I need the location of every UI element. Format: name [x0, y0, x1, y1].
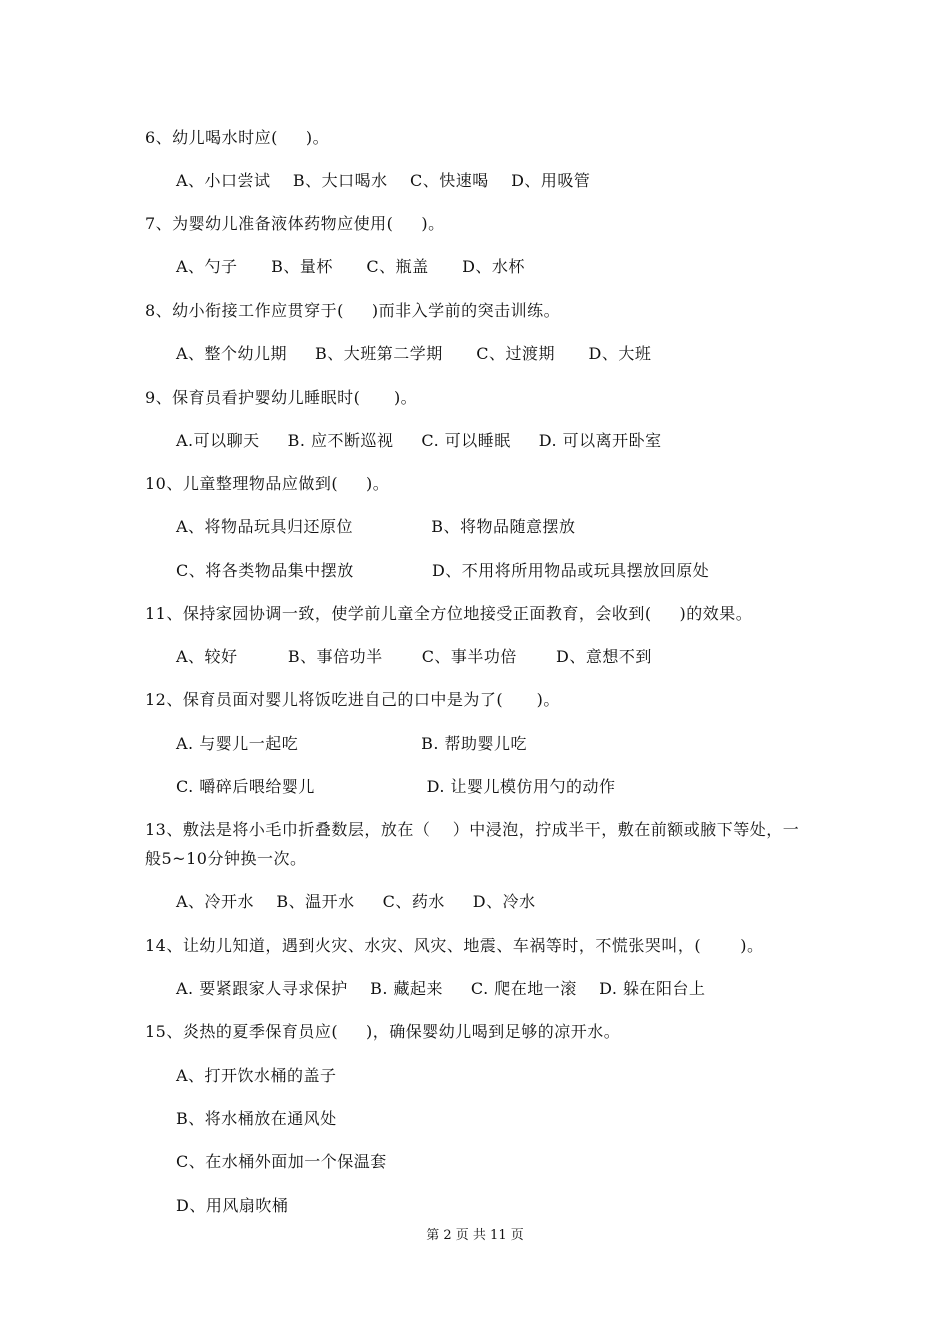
question-15-option-c: C、在水桶外面加一个保温套 [176, 1152, 387, 1171]
question-14-options: A. 要紧跟家人寻求保护 B. 藏起来 C. 爬在地一滚 D. 躲在阳台上 [176, 979, 706, 998]
question-7-options: A、勺子 B、量杯 C、瓶盖 D、水杯 [176, 257, 525, 276]
question-7: 7、为婴幼儿准备液体药物应使用( )。 [145, 214, 445, 233]
question-9: 9、保育员看护婴幼儿睡眠时( )。 [145, 388, 418, 407]
question-15-option-d: D、用风扇吹桶 [176, 1196, 289, 1215]
question-6: 6、幼儿喝水时应( )。 [145, 128, 330, 147]
question-12: 12、保育员面对婴儿将饭吃进自己的口中是为了( )。 [145, 690, 560, 709]
question-6-options: A、小口尝试 B、大口喝水 C、快速喝 D、用吸管 [176, 171, 591, 190]
question-8-options: A、整个幼儿期 B、大班第二学期 C、过渡期 D、大班 [176, 344, 652, 363]
question-9-options: A.可以聊天 B. 应不断巡视 C. 可以睡眠 D. 可以离开卧室 [176, 431, 662, 450]
question-10-options-cd: C、将各类物品集中摆放 D、不用将所用物品或玩具摆放回原处 [176, 561, 710, 580]
question-10: 10、儿童整理物品应做到( )。 [145, 474, 390, 493]
question-10-options-ab: A、将物品玩具归还原位 B、将物品随意摆放 [176, 517, 576, 536]
question-15-option-b: B、将水桶放在通风处 [176, 1109, 337, 1128]
question-13-continuation: 般5~10分钟换一次。 [145, 849, 307, 868]
page-number-footer: 第 2 页 共 11 页 [426, 1228, 524, 1243]
question-11-options: A、较好 B、事倍功半 C、事半功倍 D、意想不到 [176, 647, 652, 666]
question-8: 8、幼小衔接工作应贯穿于( )而非入学前的突击训练。 [145, 301, 561, 320]
question-12-options-ab: A. 与婴儿一起吃 B. 帮助婴儿吃 [176, 734, 528, 753]
question-15: 15、炎热的夏季保育员应( )，确保婴幼儿喝到足够的凉开水。 [145, 1022, 621, 1041]
question-14: 14、让幼儿知道，遇到火灾、水灾、风灾、地震、车祸等时，不慌张哭叫，( )。 [145, 936, 764, 955]
question-15-option-a: A、打开饮水桶的盖子 [176, 1066, 337, 1085]
question-11: 11、保持家园协调一致，使学前儿童全方位地接受正面教育，会收到( )的效果。 [145, 604, 753, 623]
question-13-options: A、冷开水 B、温开水 C、药水 D、冷水 [176, 892, 536, 911]
question-13: 13、敷法是将小毛巾折叠数层，放在（ ）中浸泡，拧成半干，敷在前额或腋下等处，一 [145, 820, 800, 839]
question-12-options-cd: C. 嚼碎后喂给婴儿 D. 让婴儿模仿用勺的动作 [176, 777, 616, 796]
